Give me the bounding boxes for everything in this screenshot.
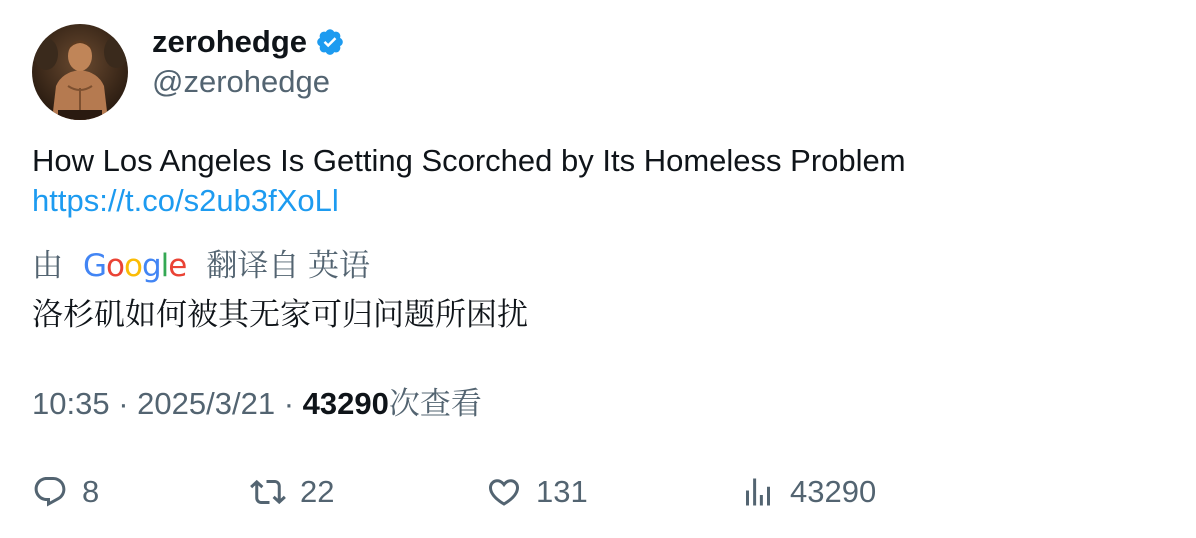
user-handle[interactable]: @zerohedge [152, 64, 330, 99]
analytics-count: 43290 [790, 474, 877, 509]
retweet-button[interactable] [250, 470, 334, 514]
tweet-link[interactable]: https://t.co/s2ub3fXoLl [32, 183, 339, 218]
reply-button[interactable] [32, 470, 99, 514]
display-name[interactable]: zerohedge [152, 24, 308, 59]
like-count: 131 [536, 474, 588, 509]
google-wordmark: Google [83, 248, 187, 284]
tweet-date[interactable]: 2025/3/21 [137, 386, 276, 421]
avatar-image [32, 24, 128, 120]
translation-attribution [32, 246, 370, 286]
reply-count: 8 [82, 474, 100, 509]
translation-suffix[interactable]: 翻译自 英语 [206, 248, 370, 283]
name-row [152, 22, 345, 62]
view-label: 次查看 [388, 386, 482, 421]
tweet-time[interactable]: 10:35 [32, 386, 110, 421]
like-button[interactable] [486, 470, 588, 514]
tweet-text: How Los Angeles Is Getting Scorched by Its Homeless Problem [32, 143, 906, 178]
reply-icon [32, 474, 68, 510]
meta-separator: · [283, 386, 295, 421]
google-logo [83, 246, 186, 286]
retweet-count: 22 [300, 474, 335, 509]
analytics-icon [740, 474, 776, 510]
translated-text: 洛杉矶如何被其无家可归问题所困扰 [32, 297, 528, 332]
retweet-icon [250, 474, 286, 510]
verified-badge-icon [315, 27, 345, 57]
translation-prefix: 由 [32, 248, 63, 283]
heart-icon [486, 474, 522, 510]
action-bar [0, 470, 1196, 514]
view-count: 43290 [302, 386, 389, 421]
avatar[interactable] [32, 24, 128, 120]
tweet-meta [32, 384, 482, 424]
meta-separator: · [118, 386, 129, 421]
analytics-button[interactable] [740, 470, 876, 514]
